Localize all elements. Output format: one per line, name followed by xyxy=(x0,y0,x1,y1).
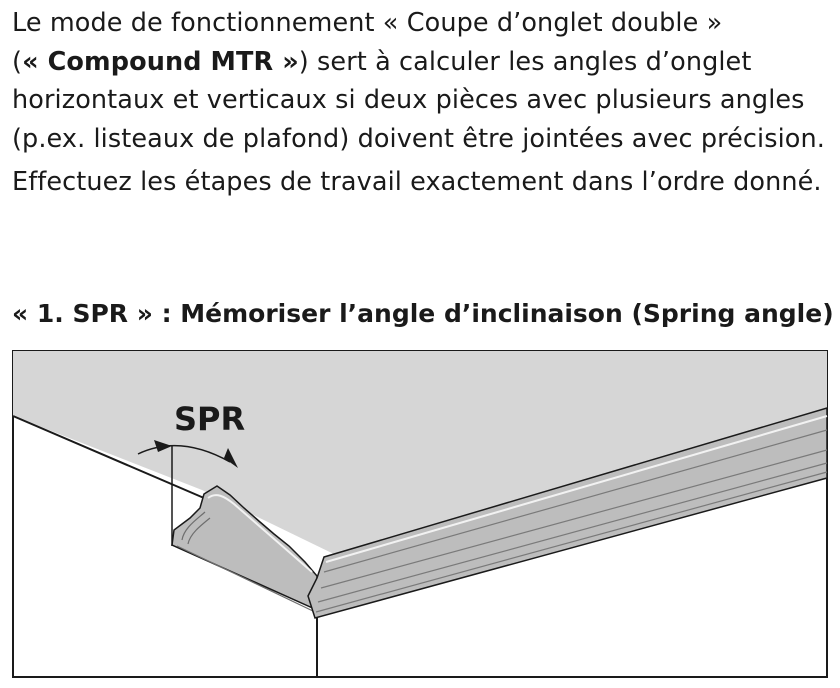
intro-text xyxy=(12,4,832,202)
intro-paragraph xyxy=(12,4,832,158)
spring-angle-illustration xyxy=(12,350,828,678)
section-heading: « 1. SPR » : Mémoriser l’angle d’inclinaison (Spring angle) xyxy=(12,299,834,328)
compound-mtr-label: « Compound MTR » xyxy=(22,46,299,77)
intro-open-paren: ( xyxy=(12,46,23,77)
spr-label: SPR xyxy=(174,400,246,438)
intro-line-1: Le mode de fonctionnement « Coupe d’onglet double » xyxy=(12,8,723,38)
intro-rest: ) sert à calculer les angles d’onglet horizontaux et verticaux si deux pièces avec plusieurs angles (p.ex. listeaux de plafond) doivent être jointées avec précision. xyxy=(12,46,825,154)
illustration-svg xyxy=(12,350,828,678)
instruction-paragraph: Effectuez les étapes de travail exactement dans l’ordre donné. xyxy=(12,167,822,197)
